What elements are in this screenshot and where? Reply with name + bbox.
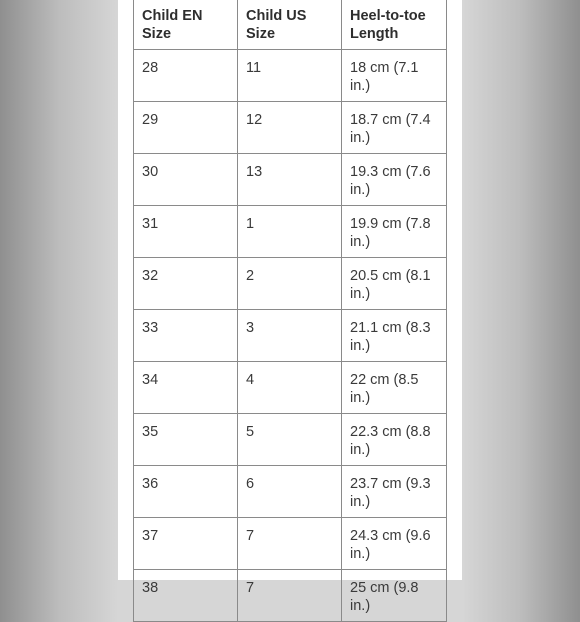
en-size-cell: 38 (134, 570, 238, 622)
us-size-cell: 11 (238, 50, 342, 102)
length-cell: 21.1 cm (8.3 in.) (342, 310, 447, 362)
length-cell: 19.9 cm (7.8 in.) (342, 206, 447, 258)
length-cell: 25 cm (9.8 in.) (342, 570, 447, 622)
size-chart-table (133, 0, 447, 622)
us-size-cell: 7 (238, 570, 342, 622)
length-cell: 20.5 cm (8.1 in.) (342, 258, 447, 310)
table-row (134, 518, 447, 570)
table-header-row (134, 0, 447, 50)
en-size-cell: 36 (134, 466, 238, 518)
length-cell: 18 cm (7.1 in.) (342, 50, 447, 102)
us-size-cell: 5 (238, 414, 342, 466)
table-row (134, 310, 447, 362)
table-row (134, 154, 447, 206)
us-size-cell: 7 (238, 518, 342, 570)
en-size-cell: 28 (134, 50, 238, 102)
length-cell: 22.3 cm (8.8 in.) (342, 414, 447, 466)
en-size-cell: 31 (134, 206, 238, 258)
table-row (134, 570, 447, 622)
us-size-cell: 13 (238, 154, 342, 206)
table-row (134, 466, 447, 518)
header-child-en-size: Child EN Size (134, 0, 238, 50)
us-size-cell: 12 (238, 102, 342, 154)
us-size-cell: 3 (238, 310, 342, 362)
en-size-cell: 29 (134, 102, 238, 154)
length-cell: 23.7 cm (9.3 in.) (342, 466, 447, 518)
table-row (134, 258, 447, 310)
us-size-cell: 2 (238, 258, 342, 310)
en-size-cell: 33 (134, 310, 238, 362)
table-row (134, 102, 447, 154)
us-size-cell: 4 (238, 362, 342, 414)
table-row (134, 206, 447, 258)
en-size-cell: 32 (134, 258, 238, 310)
length-cell: 18.7 cm (7.4 in.) (342, 102, 447, 154)
length-cell: 22 cm (8.5 in.) (342, 362, 447, 414)
table-row (134, 50, 447, 102)
en-size-cell: 34 (134, 362, 238, 414)
header-child-us-size: Child US Size (238, 0, 342, 50)
document-page (118, 0, 462, 614)
table-row (134, 414, 447, 466)
en-size-cell: 37 (134, 518, 238, 570)
header-heel-to-toe-length: Heel-to-toe Length (342, 0, 447, 50)
en-size-cell: 35 (134, 414, 238, 466)
table-row (134, 362, 447, 414)
en-size-cell: 30 (134, 154, 238, 206)
length-cell: 24.3 cm (9.6 in.) (342, 518, 447, 570)
us-size-cell: 1 (238, 206, 342, 258)
length-cell: 19.3 cm (7.6 in.) (342, 154, 447, 206)
us-size-cell: 6 (238, 466, 342, 518)
